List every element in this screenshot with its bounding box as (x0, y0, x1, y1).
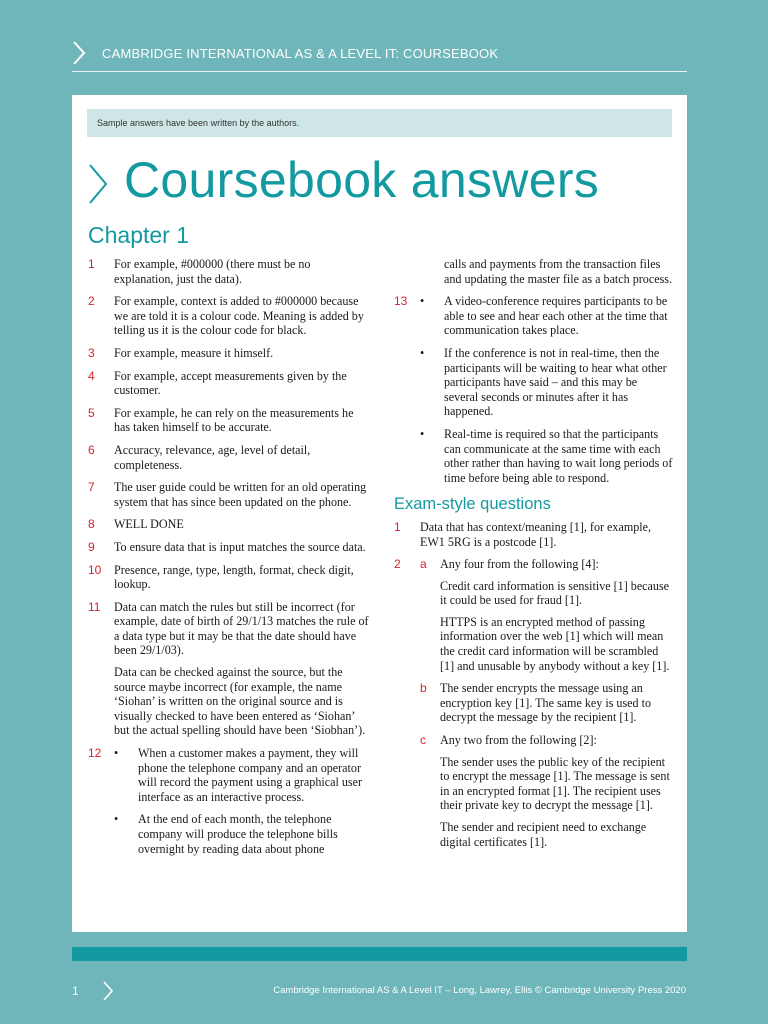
answer-number: 12 (88, 746, 102, 761)
bullet-item (420, 427, 674, 485)
answer-number: 8 (88, 517, 95, 532)
bullet-continuation: calls and payments from the transaction files and updating the master file as a batch process. (444, 257, 673, 286)
chapter-heading: Chapter 1 (88, 222, 190, 248)
answer-number: 9 (88, 539, 95, 554)
sub-letter: c (420, 733, 426, 748)
sub-letter: a (420, 557, 427, 572)
answer-text: For example, measure it himself. (114, 345, 274, 360)
bullet-icon: • (420, 426, 425, 441)
right-column (394, 257, 674, 857)
answer-number: 2 (88, 294, 95, 309)
answer-text: To ensure data that is input matches the source data. (114, 539, 366, 554)
answer-text: For example, he can rely on the measurements he has taken himself to be accurate. (114, 405, 354, 435)
bullet-item (114, 746, 371, 804)
page-number: 1 (72, 984, 79, 998)
answer-item (88, 517, 371, 532)
chevron-right-icon (102, 980, 114, 1002)
sub-answer (420, 681, 674, 725)
exam-section-heading: Exam-style questions (394, 495, 551, 514)
answer-text: For example, accept measurements given by the customer. (114, 368, 347, 398)
bullet-icon: • (420, 345, 425, 360)
answer-item (88, 406, 371, 435)
header-title: CAMBRIDGE INTERNATIONAL AS & A LEVEL IT: COURSEBOOK (102, 46, 499, 61)
answer-item (88, 540, 371, 555)
sub-answer (420, 733, 674, 849)
bullet-text: At the end of each month, the telephone company will produce the telephone bills overnight by reading data about phone (138, 812, 338, 856)
bullet-icon: • (420, 294, 425, 309)
answer-number: 6 (88, 442, 95, 457)
bullet-text: Real-time is required so that the participants can communicate at the same time with each other rather than having to wait long periods of time before being able to respond. (444, 426, 673, 485)
left-column (88, 257, 371, 864)
answer-item (88, 443, 371, 472)
page-title: Coursebook answers (124, 152, 600, 208)
answer-number: 1 (88, 257, 95, 271)
answer-text: Presence, range, type, length, format, check digit, lookup. (114, 562, 354, 592)
answer-number: 11 (88, 599, 101, 614)
bullet-text: If the conference is not in real-time, then the participants will be waiting to hear what other participants have said – and this may be several seconds or minutes after it has happened. (444, 345, 667, 419)
bullet-item (420, 294, 674, 338)
footer-band (72, 947, 687, 961)
answer-item (88, 600, 371, 738)
bullet-icon: • (114, 746, 119, 761)
answer-number: 7 (88, 480, 95, 495)
bullet-icon: • (114, 812, 119, 827)
answer-item (88, 369, 371, 398)
sub-answer-text: Any two from the following [2]: (440, 733, 597, 748)
answer-text: Data can match the rules but still be incorrect (for example, date of birth of 29/1/13 matches the rule of a data type but it may be that the date should have been 29/1/03). (114, 599, 369, 658)
question-number: 1 (394, 519, 401, 534)
authors-note: Sample answers have been written by the authors. (87, 109, 672, 137)
page-content (72, 95, 687, 932)
answer-item (88, 563, 371, 592)
answer-item (394, 294, 674, 485)
chevron-right-icon (88, 163, 108, 205)
answer-item (88, 480, 371, 509)
answer-number: 3 (88, 345, 95, 360)
sub-answer-text: Credit card information is sensitive [1] because it could be used for fraud [1]. (440, 578, 670, 608)
bullet-item (420, 346, 674, 419)
running-header (72, 36, 687, 72)
bullet-item (114, 812, 371, 856)
answer-text: The user guide could be written for an old operating system that has since been updated on the phone. (114, 480, 367, 509)
sub-answer-text: HTTPS is an encrypted method of passing information over the web [1] which will mean the credit card information will be scrambled [1] and unusable by anybody without a key [1]. (440, 614, 670, 673)
answer-item (88, 257, 371, 286)
sub-answer-text: Any four from the following [4]: (440, 557, 599, 572)
answer-number: 13 (394, 294, 408, 309)
bullet-text: When a customer makes a payment, they will phone the telephone company and an operator will record the payment using a graphical user interface as an interactive process. (138, 746, 362, 804)
answer-number: 4 (88, 368, 95, 383)
chevron-right-icon (72, 40, 86, 66)
bullet-text: A video-conference requires participants to be able to see and hear each other at the time that communication takes place. (444, 294, 668, 338)
exam-question (394, 557, 674, 849)
sub-answer (420, 557, 674, 673)
exam-question (394, 520, 674, 549)
answer-text: For example, #000000 (there must be no explanation, just the data). (114, 257, 311, 286)
answer-text: WELL DONE (114, 517, 184, 532)
answer-number: 5 (88, 405, 95, 420)
answer-text: Accuracy, relevance, age, level of detail, completeness. (114, 442, 311, 472)
answer-item (88, 294, 371, 338)
answer-text: Data can be checked against the source, but the source maybe incorrect (for example, the name ‘Siohan’ is written on the original source and is visually checked to have been entered as ‘Siohan’ but the actual spelling should have been ‘Siobhan’). (114, 665, 366, 738)
answer-item (88, 346, 371, 361)
question-number: 2 (394, 557, 401, 572)
answer-item (88, 746, 371, 856)
sub-letter: b (420, 681, 427, 696)
sub-answer-text: The sender uses the public key of the recipient to encrypt the message [1]. The message is sent in an encrypted format [1]. The recipient uses their private key to decrypt the message [1]. (440, 754, 670, 813)
footer-copyright: Cambridge International AS & A Level IT – Long, Lawrey, Ellis © Cambridge University Press 2020 (273, 985, 686, 996)
sub-answer-text: The sender and recipient need to exchange digital certificates [1]. (440, 820, 647, 849)
answer-text: For example, context is added to #000000 because we are told it is a colour code. Meaning is added by telling us it is the colour code for black. (114, 294, 364, 338)
answer-number: 10 (88, 562, 102, 577)
question-answer: Data that has context/meaning [1], for example, EW1 5RG is a postcode [1]. (420, 519, 652, 549)
sub-answer-text: The sender encrypts the message using an encryption key [1]. The same key is used to decrypt the message by the recipient [1]. (440, 681, 652, 725)
